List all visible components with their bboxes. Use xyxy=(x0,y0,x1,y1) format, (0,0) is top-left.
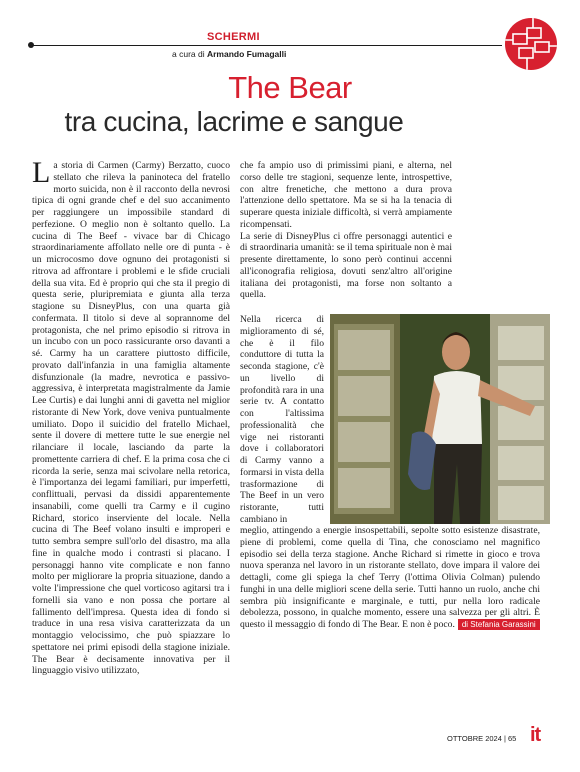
article-column-2 xyxy=(240,160,452,301)
paragraph-5 xyxy=(240,525,540,631)
article-column-4 xyxy=(240,525,540,631)
paragraph-1: a storia di Carmen (Carmy) Berzatto, cuoco stellato che rileva la paninoteca del fratello morto suicida, non è il racconto della nevrosi tipica di ogni grande chef e del suo accanimento per raggiungere un impossibile standard di perfezione. O meglio non è soltanto quello. La cucina di The Beef - vivace bar di Chicago straordinariamente affollato nelle ore di punta - è un microcosmo dove ognuno dei protagonisti si ritrova ad affrontare i problemi e le sfide cruciali della sua vita. Ed è proprio qui che sta il pregio di questa serie, pluripremiata e giunta alla terza stagione su DisneyPlus, con una quarta già confermata. Il titolo si deve al soprannome del protagonista, che nel primo episodio si ritrova in un incubo con un poco rassicurante orso davanti a sé. Carmy ha un carattere piuttosto difficile, provato dall'infanzia in una famiglia altamente disfunzionale (la madre, nevrotica e passivo-aggressiva, è interpretata magistralmente da Jamie Lee Curtis) e dai lunghi anni di gavetta nel miglior ristorante di New York, dove veniva puntualmente umiliato. Dopo il suicidio del fratello Michael, sente il dovere di mettere tutte le sue energie nel rilanciare il locale, lasciando da parte la promettente carriera di chef. E la prima cosa che ci ricorda la serie, senza mai scivolare nella retorica, è l'importanza dei legami familiari, pur imperfetti, conflittuali, pervasi da dissidi apparentemente insanabili, come quelli tra Carmy e il cugino Richard, storico inserviente del locale. Nella cucina di The Beef volano insulti e improperi e tutto sembra sempre sull'orlo del disastro, ma alla fine in qualche modo i contrasti si placano. I personaggi hanno vite complicate e non fanno molto per migliorare la propria situazione, dando a volte l'impressione che quel vorticoso agitarsi tra i fornelli sia vano e non possa che portare al fallimento dell'impresa. Questa idea di fondo si traduce in una resa visiva caratterizzata da un montaggio velocissimo, che può spiazzare lo spettatore nei primi episodi della stagione iniziale. The Bear è decisamente innovativa per il linguaggio visivo utilizzato, xyxy=(32,160,230,677)
curator-prefix: a cura di xyxy=(172,49,205,59)
paragraph-4: Nella ricerca di miglioramento di sé, che è il filo conduttore di tutta la seconda stagione, c'è un livello di profondità rara in una serie tv. A contatto con l'altissima professionalità che vige nei ristoranti dove i collaboratori di Carmy vanno a formarsi in vista della trasformazione di The Beef in un vero ristorante, tutti cambiano in xyxy=(240,314,324,525)
paragraph-3: La serie di DisneyPlus ci offre personaggi autentici e di straordinaria umanità: se il tema spirituale non è mai presente direttamente, lo sono però continui accenni all'iconografia religiosa, dovuti senz'altro all'origine italiana dei protagonisti, ma forse non soltanto a quella. xyxy=(240,230,452,301)
article-column-1 xyxy=(32,156,230,677)
drop-cap: L xyxy=(32,156,51,189)
curator-line xyxy=(172,49,286,59)
header-rule xyxy=(32,45,502,46)
page-folio: OTTOBRE 2024 | 65 xyxy=(447,734,517,743)
curator-name: Armando Fumagalli xyxy=(206,49,287,59)
author-byline: di Stefania Garassini xyxy=(458,619,540,630)
article-title: The Bear xyxy=(228,70,352,105)
paragraph-2: che fa ampio uso di primissimi piani, e alterna, nel corso delle tre stagioni, sequenze lente, introspettive, con altre frenetiche, che mettono a dura prova l'attenzione dello spettatore. Ma se si ha la tenacia di superare questa iniziale difficoltà, si verrà ampiamente ricompensati. xyxy=(240,160,452,230)
brand-logo: it xyxy=(530,724,541,746)
section-label: SCHERMI xyxy=(207,31,260,43)
article-photo xyxy=(330,314,550,524)
article-column-3 xyxy=(240,314,324,526)
article-subtitle: tra cucina, lacrime e sangue xyxy=(64,106,404,137)
paragraph-5-text: meglio, attingendo a energie insospettabili, sepolte sotto esistenze disastrate, piene di problemi, come quella di Tina, che conosciamo nel magnifico episodio sei della terza stagione. Anche Richard si rimette in gioco e trova nuova speranza nel lavoro in un ristorante stellato, dove impara il valore dei dettagli, come gli spiega la chef Terry (l'ottima Olivia Colman) pulendo funghi in una delle migliori scene della serie. Tutti hanno un ruolo, anche chi sembra più insignificante e marginale, e tutti, pur nella loro radicale debolezza, possono, in qualche momento, essere una salvezza per gli altri. È questo il messaggio di fondo di The Bear. E non è poco. xyxy=(240,525,540,630)
section-logo-icon xyxy=(505,18,557,70)
